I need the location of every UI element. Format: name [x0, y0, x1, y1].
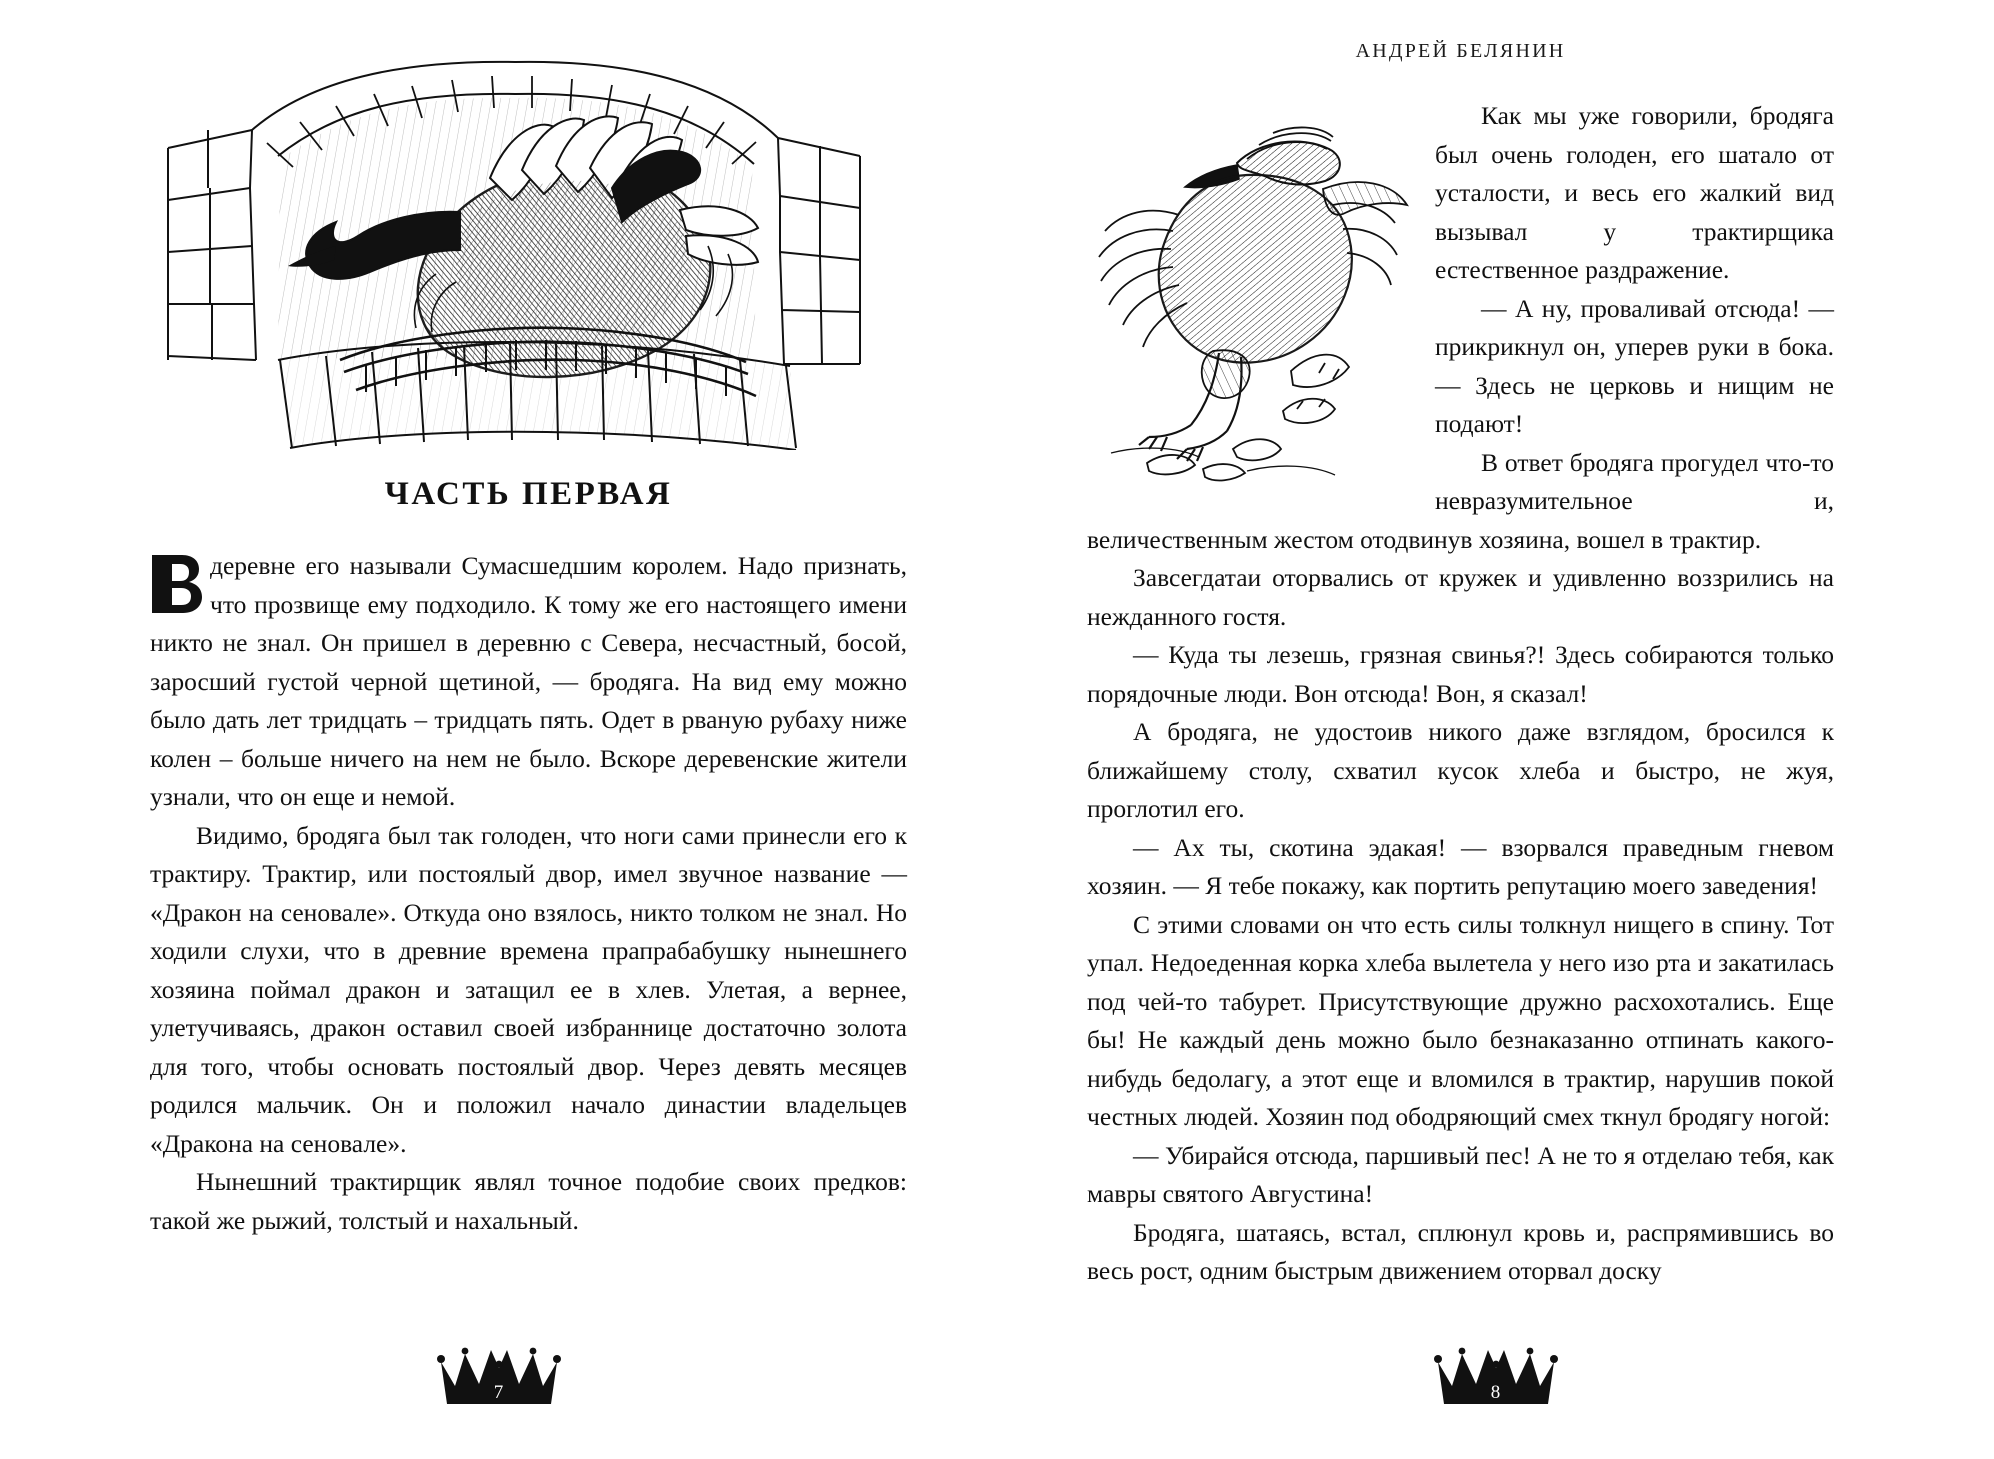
part-title: ЧАСТЬ ПЕРВАЯ [384, 476, 673, 512]
paragraph: — Куда ты лезешь, грязная свинья?! Здесь собираются только порядочные люди. Вон отсюда! Вон, я сказал! [1087, 640, 1834, 708]
running-head: АНДРЕЙ БЕЛЯНИН [1355, 40, 1566, 62]
paragraph: А бродяга, не удостоив никого даже взглядом, бросился к ближайшему столу, схватил кусок хлеба и быстро, не жуя, проглотил его. [1087, 717, 1834, 823]
paragraph: С этими словами он что есть силы толкнул нищего в спину. Тот упал. Недоеденная корка хлеба вылетела у него изо рта и закатилась под чей-то табурет. Присутствующие дружно расхохотались. Еще бы! Не каждый день можно было безнаказанно отпинать какого-нибудь бедолагу, а этот еще и вломился в трактир, нарушив покой честных людей. Хозяин под ободряющий смех ткнул бродягу ногой: [1087, 909, 1834, 1131]
drop-cap-letter-v [150, 553, 202, 615]
right-page-body-full [1087, 559, 1834, 1291]
folio-right [997, 1346, 1994, 1417]
left-page-body [150, 547, 907, 1240]
paragraph: Видимо, бродяга был так голоден, что ноги сами принесли его к трактиру. Трактир, или постоялый двор, имел звучное название — «Дракон на сеновале». Откуда оно взялось, никто толком не знал. Но ходили слухи, что в древние времена прапрабабушку нынешнего хозяина поймал дракон и затащил ее в хлев. Улетая, а вернее, улетучиваясь, дракон оставил своей избраннице достаточно золота для того, чтобы основать постоялый двор. Через девять месяцев родился мальчик. Он и положил начало династии владельцев «Дракона на сеновале». [150, 820, 907, 1158]
paragraph: — Убирайся отсюда, паршивый пес! А не то я отделаю тебя, как мавры святого Августина! [1087, 1140, 1834, 1208]
paragraph: Нынешний трактирщик являл точное подобие своих предков: такой же рыжий, толстый и нахальный. [150, 1167, 907, 1235]
paragraph: деревне его называли Сумасшедшим королем. Надо признать, что прозвище ему подходило. К тому же его настоящего имени никто не знал. Он пришел в деревню с Севера, несчастный, босой, заросший густой черной щетиной, — бродяга. На вид ему можно было дать лет тридцать – тридцать пять. Одет в рваную рубаху ниже колен – больше ничего на нем не было. Вскоре деревенские жители узнали, что он еще и немой. [150, 551, 907, 811]
crouching-bird-man-illustration [1087, 119, 1417, 489]
paragraph: В ответ бродяга прогудел что-то невразумительное и, величественным жестом отодвинув хозяина, вошел в трактир. [1087, 447, 1834, 554]
folio-left [0, 1346, 997, 1417]
right-page [997, 0, 1994, 1459]
paragraph: Бродяга, шатаясь, встал, сплюнул кровь и, распрямившись во весь рост, одним быстрым движением оторвал доску [1087, 1217, 1834, 1285]
page-number: 8 [1490, 1382, 1501, 1403]
paragraph: — Ах ты, скотина эдакая! — взорвался праведным гневом хозяин. — Я тебе покажу, как портить репутацию моего заведения! [1087, 832, 1834, 900]
paragraph: Как мы уже говорили, бродяга был очень голоден, его шатало от усталости, и весь его жалкий вид вызывал у трактирщика естественное раздражение. [1435, 101, 1834, 284]
crown-ornament-icon [1432, 1346, 1560, 1412]
paragraph: Завсегдатаи оторвались от кружек и удивленно воззрились на нежданного гостя. [1087, 563, 1834, 631]
goose-in-brick-oven-illustration [160, 60, 870, 450]
page-number: 7 [493, 1382, 504, 1403]
crown-ornament-icon [435, 1346, 563, 1412]
paragraph: — А ну, проваливай отсюда! — прикрикнул он, уперев руки в бока. — Здесь не церковь и нищим не подают! [1435, 293, 1834, 438]
